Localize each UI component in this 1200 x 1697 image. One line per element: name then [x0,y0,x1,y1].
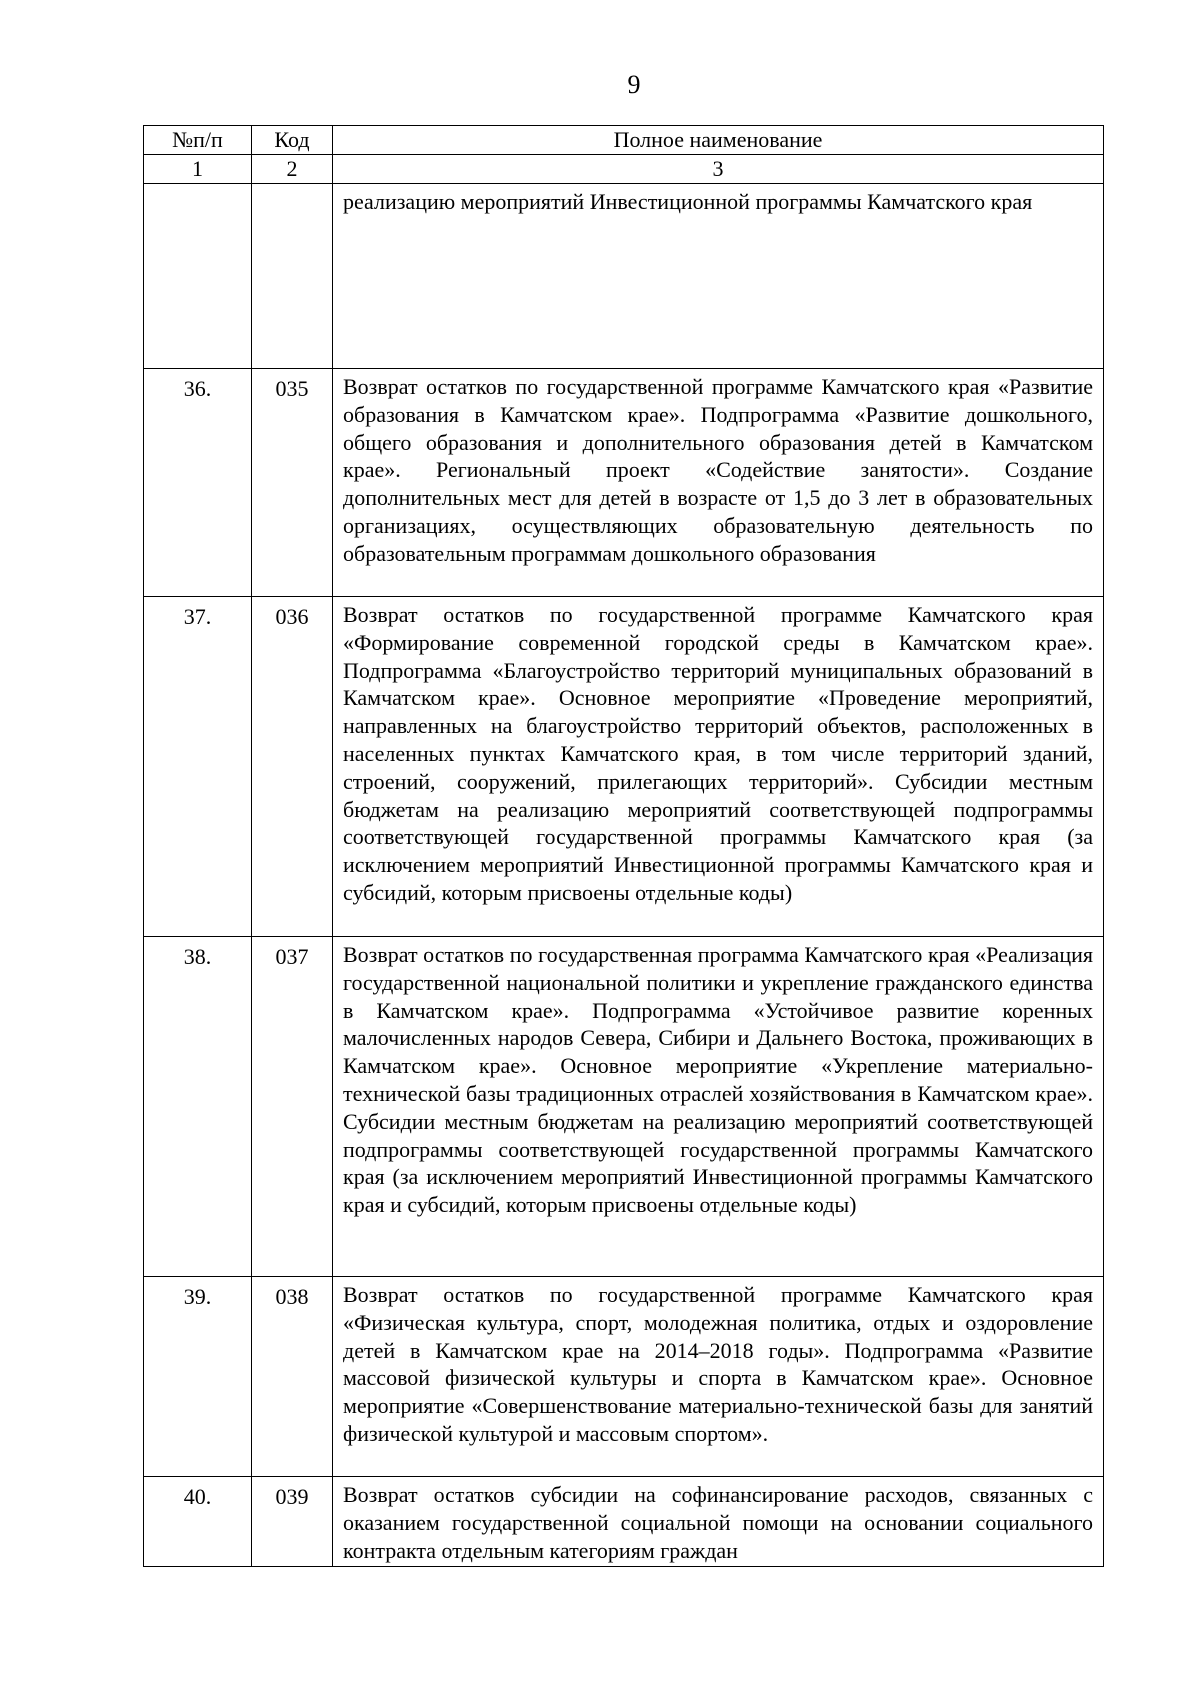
row-code: 038 [252,1277,333,1477]
table-row [144,369,1104,597]
header-number: №п/п [144,126,252,155]
codes-table [143,125,1104,1567]
header-row [144,126,1104,155]
header-full-name: Полное наименование [333,126,1104,155]
row-number: 40. [144,1477,252,1567]
column-number-row [144,155,1104,184]
row-number: 36. [144,369,252,597]
row-name: Возврат остатков по государственная программа Камчатского края «Реализация государственной национальной политики и укрепление гражданского единства в Камчатском крае». Подпрограмма «Устойчивое развитие коренных малочисленных народов Севера, Сибири и Дальнего Востока, проживающих в Камчатском крае». Основное мероприятие «Укрепление материально-технической базы традиционных отраслей хозяйствования в Камчатском крае». Субсидии местным бюджетам на реализацию мероприятий соответствующей подпрограммы соответствующей государственной программы Камчатского края (за исключением мероприятий Инвестиционной программы Камчатского края и субсидий, которым присвоены отдельные коды) [333,937,1104,1277]
row-code: 039 [252,1477,333,1567]
row-name: реализацию мероприятий Инвестиционной программы Камчатского края [333,184,1104,369]
row-number [144,184,252,369]
row-name: Возврат остатков по государственной программе Камчатского края «Развитие образования в Камчатском крае». Подпрограмма «Развитие дошкольного, общего образования и дополнительного образования детей в Камчатском крае». Региональный проект «Содействие занятости». Создание дополнительных мест для детей в возрасте от 1,5 до 3 лет в образовательных организациях, осуществляющих образовательную деятельность по образовательным программам дошкольного образования [333,369,1104,597]
column-number-3: 3 [333,155,1104,184]
table-row [144,184,1104,369]
row-name: Возврат остатков по государственной программе Камчатского края «Формирование современной городской среды в Камчатском крае». Подпрограмма «Благоустройство территорий муниципальных образований в Камчатском крае». Основное мероприятие «Проведение мероприятий, направленных на благоустройство территорий объектов, расположенных в населенных пунктах Камчатского края, в том числе территорий зданий, строений, сооружений, прилегающих территорий». Субсидии местным бюджетам на реализацию мероприятий соответствующей подпрограммы соответствующей государственной программы Камчатского края (за исключением мероприятий Инвестиционной программы Камчатского края и субсидий, которым присвоены отдельные коды) [333,597,1104,937]
table-row [144,597,1104,937]
row-name: Возврат остатков по государственной программе Камчатского края «Физическая культура, спорт, молодежная политика, отдых и оздоровление детей в Камчатском крае на 2014–2018 годы». Подпрограмма «Развитие массовой физической культуры и спорта в Камчатском крае». Основное мероприятие «Совершенствование материально-технической базы для занятий физической культурой и массовым спортом». [333,1277,1104,1477]
row-code: 037 [252,937,333,1277]
header-code: Код [252,126,333,155]
row-code: 035 [252,369,333,597]
row-code [252,184,333,369]
table-row [144,1277,1104,1477]
column-number-1: 1 [144,155,252,184]
row-number: 38. [144,937,252,1277]
table-row [144,1477,1104,1567]
page-number: 9 [627,70,641,99]
column-number-2: 2 [252,155,333,184]
row-code: 036 [252,597,333,937]
row-number: 39. [144,1277,252,1477]
row-number: 37. [144,597,252,937]
row-name: Возврат остатков субсидии на софинансирование расходов, связанных с оказанием государственной социальной помощи на основании социального контракта отдельным категориям граждан [333,1477,1104,1567]
table-row [144,937,1104,1277]
